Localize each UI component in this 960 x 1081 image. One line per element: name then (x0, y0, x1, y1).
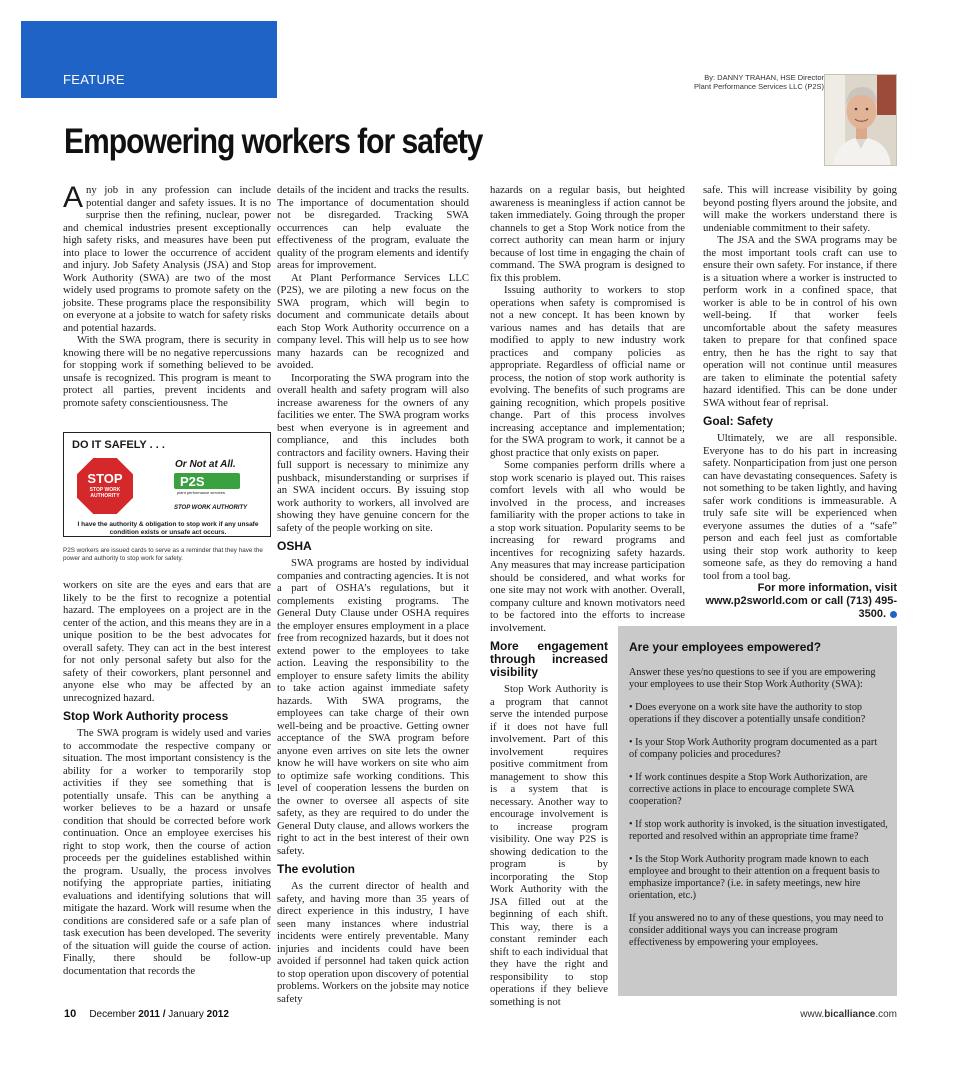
sidebar-body (629, 667, 888, 960)
contact-info (703, 582, 897, 621)
contact-text: For more information, visit www.p2sworld.com or call (713) 495-3500. (705, 582, 897, 620)
byline-author: By: DANNY TRAHAN, HSE Director (704, 73, 824, 82)
sidebar-question: • If stop work authority is invoked, is the situation investigated, reported and resolved within an appropriate time frame? (629, 819, 888, 842)
subhead-swa-process: Stop Work Authority process (63, 709, 229, 723)
website-suffix: .com (875, 1009, 897, 1020)
article-paragraph: The SWA program is widely used and varies to accommodate the respective company or situation. The most important consistency is the ability for a worker to temporarily stop activities if they see something that is potentially unsafe. This can be anything a worker believes to be a hazard or unsafe condition that should be corrected before work continuation. Once an employee exercises his right to stop work, then the course of action proceeds per the guidelines established within the program. Usually, the process involves notifying the appropriate parties, initiating evaluations and identifying solutions that will mitigate the hazard. Work will resume when the conditions are considered safe or a safe plan of task execution has been developed. The severity of the situation will guide the course of action. Finally, there should be follow-up documentation that records the (63, 727, 271, 977)
sidebar-quiz (618, 626, 897, 996)
stop-work-card (63, 432, 271, 537)
author-photo (824, 74, 897, 166)
card-swa-label: STOP WORK AUTHORITY (174, 505, 248, 511)
intro-text: ny job in any profession can include potential danger and safety issues. It is no surprise then the refining, nuclear, power and chemical industries present exceptionally high safety risks, and measures have been put into place to lower the occurrence of accident and injury. Job Safety Analysis (JSA) and Stop Work Authority (SWA) are two of the most widely used programs to promote safety on the jobsite. These programs place the responsibility on everyone at a jobsite to watch for safety risks and potential hazards. (63, 184, 271, 334)
issue-month-2: January (168, 1009, 204, 1020)
article-paragraph: hazards on a regular basis, but heighted awareness is meaningless if action cannot be taken immediately. Going through the proper channels to get a Stop Work notice from the correct authority can mean harm or injury because of lost time in engaging the chain of command. The SWA program is designed to fix this problem. (490, 184, 685, 284)
article-paragraph: Stop Work Authority is a program that cannot serve the intended purpose if it does not have full involvement. Part of this involvement requires positive commitment from management to show this is a system that is necessary. Another way to encourage involvement is to increase program visibility. One way P2S is showing dedication to the program is by incorporating the Stop Work Authority with the JSA filled out at the beginning of each shift. This way, there is a constant reminder each shift to each individual that they have the right and responsibility to stop operations if they believe something is not (490, 683, 608, 1008)
article-column-2 (277, 184, 469, 1005)
article-paragraph-intro (63, 181, 271, 334)
website-name: bicalliance (824, 1009, 876, 1020)
subhead-goal-safety: Goal: Safety (703, 414, 774, 428)
card-tagline: Or Not at All. (175, 459, 236, 470)
article-column-4 (703, 184, 897, 621)
author-portrait-icon (825, 75, 897, 166)
drop-cap: A (63, 181, 84, 214)
end-mark-icon (890, 611, 897, 618)
issue-month-1: December (89, 1009, 136, 1020)
issue-year-2: 2012 (206, 1009, 229, 1020)
card-title: DO IT SAFELY . . . (72, 439, 165, 451)
article-paragraph: As the current director of health and safety, and having more than 35 years of direct experience in this industry, I have seen many instances where industrial incidents were entirely preventable. Many injuries and incidents could have been avoided if personnel had taken quick action to stop operation upon discovery of potential problems. Workers on the jobsite may notice safety (277, 880, 469, 1005)
article-column-3-narrow (490, 640, 608, 1008)
article-paragraph: The JSA and the SWA programs may be the most important tools craft can use to ensure their own safety. For instance, if there is a situation where a worker is instructed to perform work in a confined space, that worker is able to be in control of his own well-being. If that worker feels uncomfortable about the safety measures taken to prepare for that confined space entry, then he has the right to say that operation will not continue until measures are taken to eliminate the potential safety hazard identified. This can be done under SWA without fear of reprisal. (703, 234, 897, 409)
article-paragraph: At Plant Performance Services LLC (P2S), we are piloting a new focus on the SWA program, which will begin to document and communicate details about each Stop Work Authority occurrence on a company level. This will help us to see how many hazards can be recognized and avoided. (277, 271, 469, 371)
byline (694, 73, 824, 91)
website-prefix: www. (800, 1009, 825, 1020)
article-column-3 (490, 184, 685, 634)
subhead-evolution: The evolution (277, 862, 355, 876)
sidebar-question: • Does everyone on a work site have the authority to stop operations if they discover a potentially unsafe condition? (629, 702, 866, 725)
section-banner (21, 21, 277, 98)
article-paragraph: Ultimately, we are all responsible. Everyone has to do his part in increasing safety. Nonparticipation from just one person can have devastating consequences. Safety is not something to be taken lightly, and having safer work conditions is immeasurable. A truly safe site will be experienced when everyone assumes the duties of a “safe” person and each feel just as comfortable using their stop work authority to keep someone safe, as they do removing a hand tool from a tool bag. (703, 432, 897, 582)
p2s-logo-subtext: plant performance services (177, 490, 226, 495)
article-paragraph: details of the incident and tracks the results. The importance of documentation should not be disregarded. Tracking SWA occurrences can help evaluate the effectiveness of the program, evaluate the quality of the program elements and identify areas for improvement. (277, 184, 469, 271)
subhead-osha: OSHA (277, 539, 312, 553)
page-number: 10 (64, 1008, 77, 1020)
subhead-engagement: More engagement through increased visibility (490, 639, 608, 679)
article-paragraph: Issuing authority to workers to stop operations when safety is compromised is not a new concept. It has been known by various names and has details that are modified to apply to new industry work practices and company policies as appropriate. Regardless of official name or process, the notion of stop work authority is evolving. The benefits of such programs are gaining recognition, which propels positive change. Part of this process involves increasing acceptance and implementation; for the SWA program to work, it cannot be a ghost practice that only exists on paper. (490, 284, 685, 459)
footer-website (800, 1009, 897, 1020)
article-paragraph: safe. This will increase visibility by going beyond posting flyers around the jobsite, and will make the workers understand there is undeniable commitment to their safety. (703, 184, 897, 234)
headline: Empowering workers for safety (64, 122, 483, 161)
stop-sign-subtext: STOP WORK AUTHORITY (89, 487, 121, 499)
article-column-1 (63, 181, 271, 409)
article-paragraph: workers on site are the eyes and ears that are likely to be the first to recognize a potential hazard. The employees on a project are in the center of the action, and this means they are in a unique position to be the best advocates for overall safety. They can act in the best interest for not only personal safety but also for the safety of their coworkers, plant personnel and anyone else who may be affected by an unrecognized hazard. (63, 579, 271, 704)
issue-separator: / (162, 1009, 166, 1020)
p2s-logo-text: P2S (180, 474, 205, 489)
issue-year-1: 2011 (138, 1009, 160, 1020)
article-paragraph: SWA programs are hosted by individual companies and contracting agencies. It is not a part of OSHA’s regulations, but it complements existing programs. The General Duty Clause under OSHA requires the employer ensures employment in a place free from recognized hazards, but it does not extend power to the employees to take action. Leaving the responsibility to the employer to ensure safety limits the ability to take action against immediate safety hazards. With SWA programs, the employees can take charge of their own well-being and be proactive. Getting owner acceptance of the SWA program before anyone even arrives on site lets the owner know he will have workers on site who aim to optimize safe working conditions. This level of cooperation lessens the burden on the owner to oversee all aspects of site safety, as they are required to do under the General Duty clause, and allows workers the right to act in the best interest of their own safety. (277, 557, 470, 857)
stop-sign-icon (77, 458, 133, 514)
stop-sign-text: STOP (87, 471, 123, 486)
article-paragraph: Some companies perform drills where a stop work scenario is played out. This raises comfort levels with all who would be involved in the process, and increases familiarity with the proper actions to take in a stop work situation. Popularity seems to be increasing for reward programs and incentives for recognizing safety hazards. Any measures that may increase participation should be considered, and what works for one site may not work with another. Overall, company culture and known motivators need to be factored into the efforts to increase involvement. (490, 459, 685, 634)
byline-company: Plant Performance Services LLC (P2S) (693, 82, 824, 91)
section-label: FEATURE (63, 72, 125, 87)
sidebar-question: • Is the Stop Work Authority program made known to each employee and brought to their attention on a frequent basis to emphasize importance? (i.e. in safety meetings, new hire orientation, etc.) (629, 854, 880, 901)
sidebar-question: • If work continues despite a Stop Work Authorization, are corrective actions in place to encourage complete SWA cooperation? (629, 772, 868, 807)
sidebar-title: Are your employees empowered? (629, 640, 822, 654)
sidebar-outro: If you answered no to any of these questions, you may need to consider additional ways you can increase program effectiveness by empowering your employees. (629, 913, 884, 948)
sidebar-intro: Answer these yes/no questions to see if you are empowering your employees to use their Stop Work Authority (SWA): (629, 667, 876, 690)
article-column-1-continued (63, 579, 271, 977)
article-paragraph: Incorporating the SWA program into the overall health and safety program will also increase awareness for the owners of any facilities we enter. The SWA program works best when everyone is in agreement and compliance, and this includes both contractors and facility owners. Having their full support is necessary to minimize any pushback, misunderstanding or surprises if an SWA incident occurs. By issuing stop work authority to workers, all involved are showing they have genuine concern for the safety of the people working on site. (277, 371, 469, 534)
sidebar-question: • Is your Stop Work Authority program documented as a part of company policies and procedures? (629, 737, 878, 760)
article-paragraph: With the SWA program, there is security in knowing there will be no negative repercussions for stopping work if something believed to be unsafe is recognized. This program is meant to protect all parties, prevent incidents and promote safety conscientiousness. The (63, 334, 271, 409)
p2s-logo-icon (174, 473, 240, 495)
card-caption: P2S workers are issued cards to serve as a reminder that they have the power and authority to stop work for safety. (63, 547, 263, 562)
page-folio (64, 1008, 229, 1020)
card-note: I have the authority & obligation to stop work if any unsafe condition exists or unsafe act occurs. (77, 521, 259, 536)
issue-date (89, 1009, 229, 1020)
